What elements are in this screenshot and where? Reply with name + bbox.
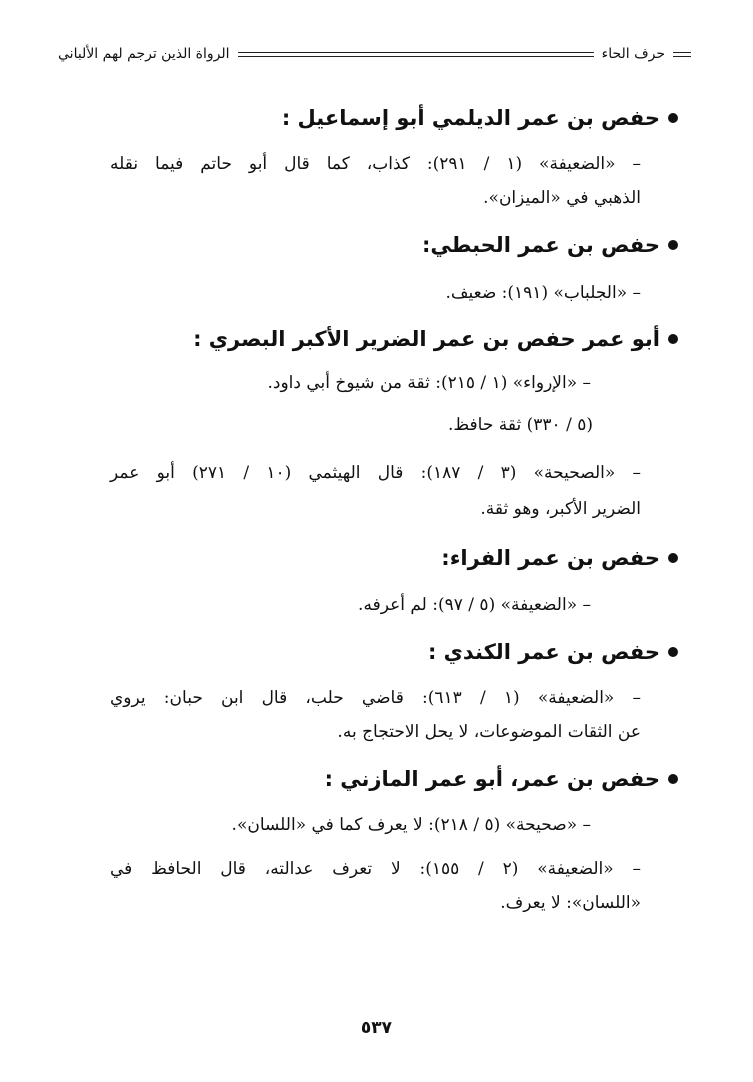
entry-line: – «الإرواء» (١ / ٢١٥): ثقة من شيوخ أبي داود. [267,373,591,393]
entry-line: (٥ / ٣٣٠) ثقة حافظ. [448,415,593,435]
narrator-name: حفص بن عمر الديلمي أبو إسماعيل : [281,106,660,130]
entry-line: – «الضعيفة» (٥ / ٩٧): لم أعرفه. [358,595,591,615]
entry-line: – «الصحيحة» (٣ / ١٨٧): قال الهيثمي (١٠ / ٢٧١) أبو عمر [110,463,642,483]
entry-line: الضرير الأكبر، وهو ثقة. [480,499,641,519]
entry-heading [90,324,678,354]
entry-heading [90,103,678,133]
header-rule-long [238,52,594,57]
header-rule-right [673,52,691,57]
entry-heading [90,543,678,573]
entry-line: – «الضعيفة» (١ / ٢٩١): كذاب، كما قال أبو حاتم فيما نقله [110,154,641,174]
running-header [58,42,691,66]
narrator-name: حفص بن عمر، أبو عمر المازني : [324,767,660,791]
bullet-icon [668,647,678,657]
entry-heading [90,637,678,667]
bullet-icon [668,334,678,344]
entry-line: «اللسان»: لا يعرف. [500,893,641,913]
page-number: ٥٣٧ [360,1018,393,1038]
bullet-icon [668,113,678,123]
entry-heading [90,764,678,794]
entry-line: – «صحيحة» (٥ / ٢١٨): لا يعرف كما في «اللسان». [231,815,591,835]
bullet-icon [668,553,678,563]
entry-line: الذهبي في «الميزان». [483,188,641,208]
entry-line: – «الجلباب» (١٩١): ضعيف. [445,283,641,303]
narrator-name: أبو عمر حفص بن عمر الضرير الأكبر البصري : [193,327,660,351]
entry-line: عن الثقات الموضوعات، لا يحل الاحتجاج به. [337,722,641,742]
entry-heading [90,230,678,260]
entry-line: – «الضعيفة» (٢ / ١٥٥): لا تعرف عدالته، قال الحافظ في [110,859,641,879]
narrator-name: حفص بن عمر الفراء: [441,546,660,570]
entry-line: – «الضعيفة» (١ / ٦١٣): قاضي حلب، قال ابن حبان: يروي [110,688,641,708]
book-title: الرواة الذين ترجم لهم الألباني [58,46,230,62]
bullet-icon [668,774,678,784]
narrator-name: حفص بن عمر الكندي : [427,640,660,664]
bullet-icon [668,240,678,250]
narrator-name: حفص بن عمر الحبطي: [422,233,660,257]
chapter-title: حرف الحاء [601,46,665,62]
